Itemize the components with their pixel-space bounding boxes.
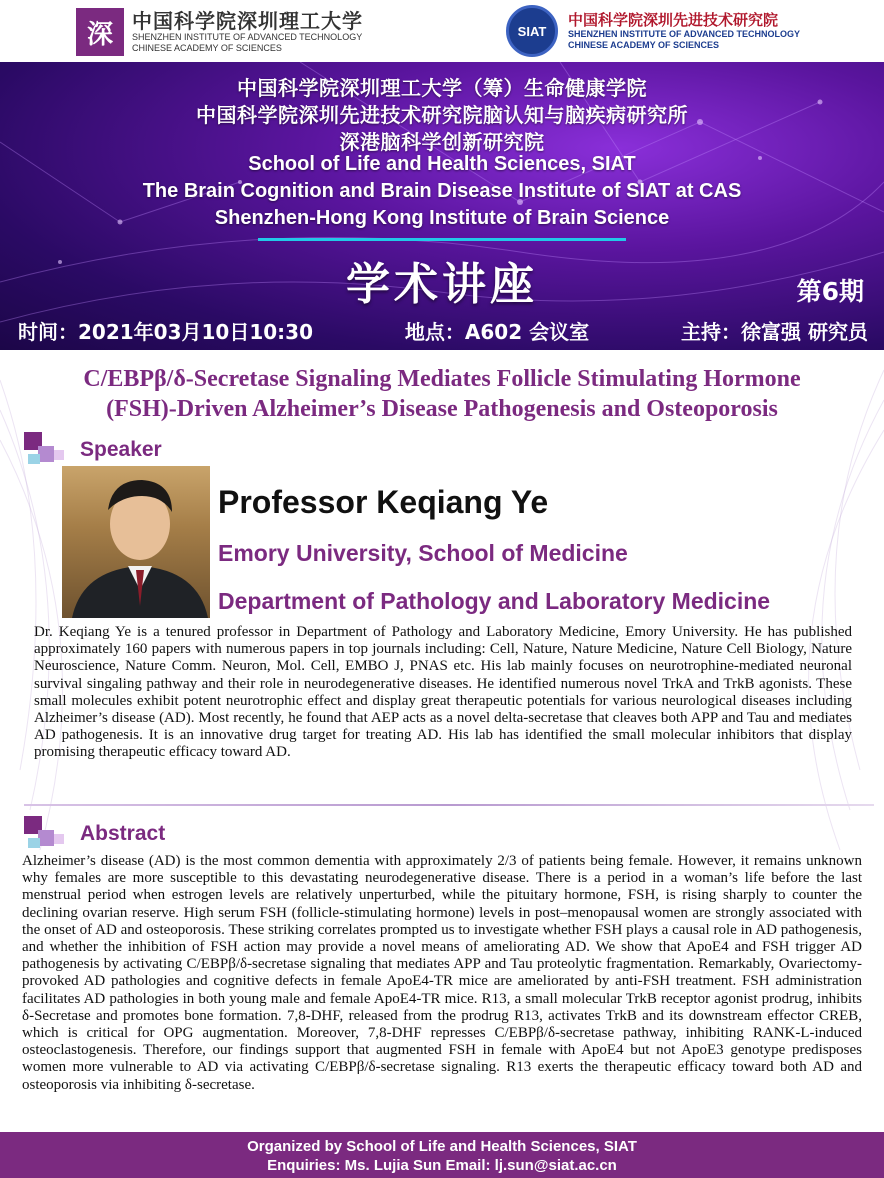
abstract-section-header [24,816,165,852]
lecture-title-line-2: (FSH)-Driven Alzheimer’s Disease Pathogenesis and Osteoporosis [106,396,778,422]
university-name-en-1: SHENZHEN INSTITUTE OF ADVANCED TECHNOLOGY [132,32,363,42]
university-name-en-2: CHINESE ACADEMY OF SCIENCES [132,43,282,53]
school-name-cn: 中国科学院深圳理工大学（筹）生命健康学院 [237,76,647,100]
banner-divider [258,238,626,241]
institute-name-cn: 中国科学院深圳先进技术研究院 [568,11,779,29]
footer-organizer: Organized by School of Life and Health Sciences, SIAT [247,1138,637,1155]
speaker-name: Professor Keqiang Ye [218,484,549,520]
squares-icon [24,816,70,852]
lecture-title [0,364,884,424]
university-name-cn: 中国科学院深圳理工大学 [132,9,363,33]
lecture-title-line-1: C/EBPβ/δ-Secretase Signaling Mediates Follicle Stimulating Hormone [83,366,801,392]
speaker-section-header [24,432,162,468]
institute-name-en-line: The Brain Cognition and Brain Disease Institute of SIAT at CAS [142,180,742,202]
event-place: 地点：A602 会议室 [404,320,590,344]
portrait-icon [62,466,210,618]
logo-left [76,8,363,56]
siat-logo-icon: SIAT [506,5,558,57]
squares-icon [24,432,70,468]
abstract-section-label: Abstract [80,822,166,845]
logo-bar [0,0,884,62]
footer-enquiries: Enquiries: Ms. Lujia Sun Email: lj.sun@siat.ac.cn [267,1157,617,1174]
speaker-section-label: Speaker [80,438,162,461]
section-divider [24,804,874,806]
header-banner [0,62,884,350]
speaker-affiliation-2: Department of Pathology and Laboratory Medicine [218,588,771,614]
speaker-affiliation-1: Emory University, School of Medicine [218,540,628,566]
event-host: 主持：徐富强 研究员 [681,320,868,344]
footer [0,1132,884,1178]
logo-right [506,6,800,56]
brain-institute-name-cn: 深港脑科学创新研究院 [339,130,545,154]
university-logo-icon: 深 [76,8,124,56]
school-name-en: School of Life and Health Sciences, SIAT [248,153,636,175]
speaker-bio: Dr. Keqiang Ye is a tenured professor in Department of Pathology and Laboratory Medicine, Emory University. He has published approximately 160 papers with numerous papers in top journals including: Cell, Nature, Nature Medicine, Nature Cell Biology, Nature Neuroscience, Nature Comm. Neuron, Mol. Cell, EMBO J, PNAS etc. His lab mainly focuses on neurotrophine-mediated neuronal survival singaling pathway and their role in neurodegenerative diseases. He identified numerous novel TrkA and TrkB agonists. These small molecules exhibit potent neurotrophic effect and display great therapeutic potentials for various neurological diseases including Alzheimer’s disease (AD). Most recently, he found that AEP acts as a novel delta-secretase that cleaves both APP and Tau and mediates AD pathogenesis. It is an innovative drug target for treating AD. His lab has identified the small molecular inhibitors that display promising therapeutic efficacy toward AD. [34,624,852,761]
institute-name-en-2: CHINESE ACADEMY OF SCIENCES [568,40,720,50]
institute-name-en-1: SHENZHEN INSTITUTE OF ADVANCED TECHNOLOGY [568,29,801,39]
speaker-photo [62,466,210,618]
brain-institute-name-en: Shenzhen-Hong Kong Institute of Brain Science [214,207,670,229]
event-meta [18,316,868,345]
banner-title: 学术讲座 [346,259,538,310]
event-time: 时间：2021年03月10日10:30 [18,320,313,344]
abstract-text: Alzheimer’s disease (AD) is the most common dementia with approximately 2/3 of patients being female. However, it remains unknown why females are more susceptible to this devastating neurodegenerative disease. There is a period in a woman’s life before the last menstrual period when estrogen levels are relatively unperturbed, while the pituitary hormone, FSH, is rising sharply to counter the declining ovarian reserve. High serum FSH (follicle-stimulating hormone) levels in post–menopausal women are strongly associated with the onset of AD and osteoporosis. These striking correlates prompted us to investigate whether FSH plays a causal role in AD pathogenesis, and whether the inhibition of FSH action may provide a novel means of ameliorating AD. We show that ApoE4 and FSH trigger AD pathogenesis by activating C/EBPβ/δ-secretase signaling that mediates APP and Tau proteolytic fragmentation. Remarkably, Ovariectomy-provoked AD pathologies and cognitive defects in female ApoE4-TR mice are ameliorated by anti-FSH treatment. FSH administration facilitates AD pathologies in both young male and female ApoE4-TR mice. R13, a small molecular TrkB receptor agonist prodrug, inhibits δ-Secretase and promotes bone formation. 7,8-DHF, released from the prodrug R13, activates TrkB and its downstream effector CREB, which is critical for OPG augmentation. Moreover, 7,8-DHF represses C/EBPβ/δ-secretase pathway, inhibiting RANK-L-induced osteoclastogenesis. Therefore, our findings support that augmented FSH in female with ApoE4 but not ApoE3 genotype predisposes women more vulnerable to AD via activating C/EBPβ/δ-secretase signaling. R13 exerts the therapeutic efficacy toward both AD and osteoporosis via inhibiting δ-secretase. [22,853,862,1093]
issue-number: 第6期 [796,277,864,306]
institute-name-cn-line: 中国科学院深圳先进技术研究院脑认知与脑疾病研究所 [196,103,688,127]
